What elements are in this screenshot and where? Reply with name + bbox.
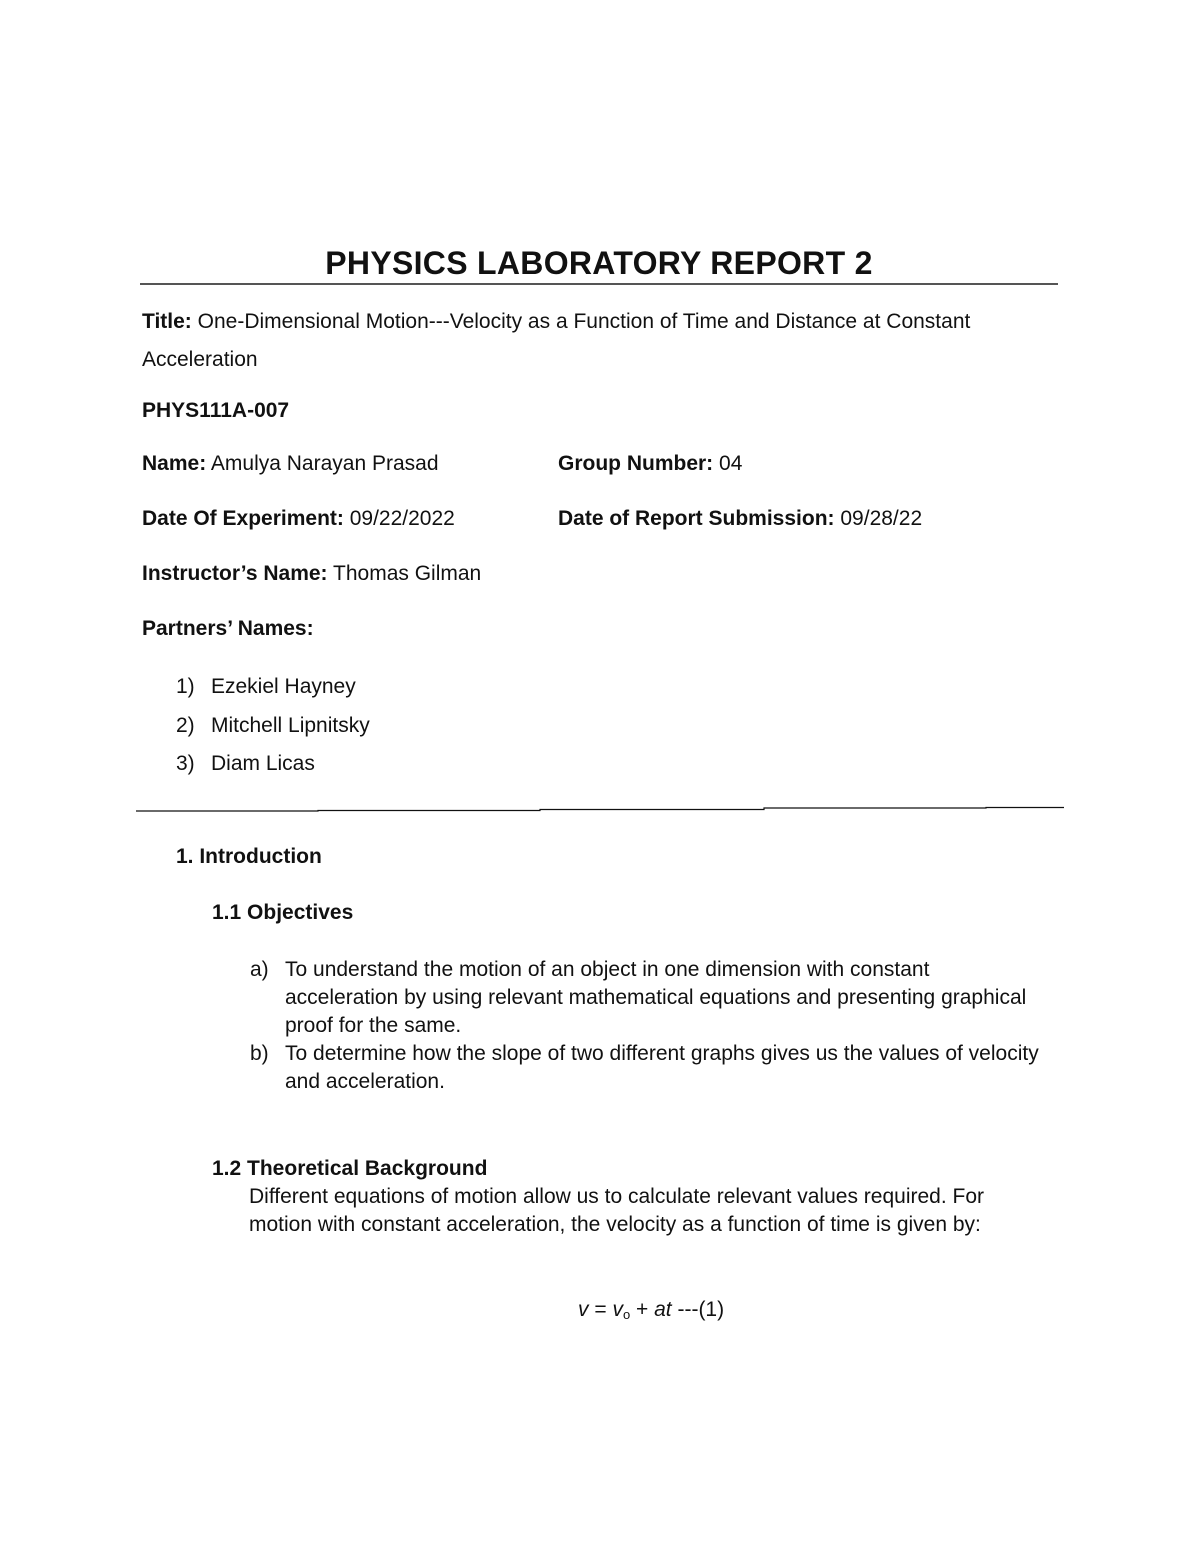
introduction-heading: 1. Introduction xyxy=(176,845,322,868)
eq-equals: = xyxy=(588,1298,613,1321)
background-heading: 1.2 Theoretical Background xyxy=(212,1157,488,1180)
eq-v0-sub: o xyxy=(622,1307,631,1322)
divider-line xyxy=(136,806,1064,812)
experiment-date-field xyxy=(142,505,455,533)
list-item xyxy=(176,668,370,707)
title-label: Title: xyxy=(142,310,192,333)
list-item xyxy=(176,745,370,784)
instructor-value: Thomas Gilman xyxy=(333,562,482,585)
eq-at: at xyxy=(654,1298,672,1321)
group-label: Group Number: xyxy=(558,452,714,475)
list-number: 3) xyxy=(176,752,195,775)
submission-date-label: Date of Report Submission: xyxy=(558,507,835,530)
objective-text: To determine how the slope of two different graphs gives us the values of velocity and acceleration. xyxy=(285,1042,1039,1093)
partners-list xyxy=(176,668,370,784)
partner-name: Diam Licas xyxy=(211,752,315,775)
name-label: Name: xyxy=(142,452,207,475)
title-value: One-Dimensional Motion---Velocity as a Function of Time and Distance at Constant Acceleration xyxy=(142,310,971,371)
course-code xyxy=(142,397,289,425)
partner-name: Ezekiel Hayney xyxy=(211,675,356,698)
title-underline xyxy=(140,283,1058,285)
background-paragraph: Different equations of motion allow us to calculate relevant values required. For motion with constant acceleration, the velocity as a function of time is given by: xyxy=(249,1185,985,1236)
experiment-date-label: Date Of Experiment: xyxy=(142,507,344,530)
list-number: 2) xyxy=(176,713,195,737)
list-item xyxy=(250,1040,1040,1096)
group-value: 04 xyxy=(719,452,743,475)
submission-date-field xyxy=(558,505,922,533)
experiment-date-value: 09/22/2022 xyxy=(349,507,455,530)
instructor-field xyxy=(142,560,481,588)
page-title: PHYSICS LABORATORY REPORT 2 xyxy=(325,245,873,281)
partners-label xyxy=(142,615,314,643)
list-item xyxy=(176,707,370,746)
list-marker: a) xyxy=(250,958,269,981)
equation-1 xyxy=(578,1296,724,1324)
submission-date-value: 09/28/22 xyxy=(840,507,923,530)
partner-name: Mitchell Lipnitsky xyxy=(211,713,370,737)
eq-v0: v xyxy=(612,1298,623,1321)
report-title-field xyxy=(142,303,1042,379)
course-code-text: PHYS111A-007 xyxy=(142,399,290,422)
objective-text: To understand the motion of an object in one dimension with constant acceleration by using relevant mathematical equations and presenting graphical proof for the same. xyxy=(285,958,1027,1037)
name-field xyxy=(142,450,439,478)
list-marker: b) xyxy=(250,1042,269,1065)
partners-label-text: Partners’ Names: xyxy=(142,617,314,640)
list-number: 1) xyxy=(176,675,195,698)
objectives-list xyxy=(250,956,1040,1096)
group-number-field xyxy=(558,450,742,478)
eq-plus: + xyxy=(630,1298,655,1321)
eq-label: ---(1) xyxy=(671,1298,725,1321)
list-item xyxy=(250,956,1040,1040)
name-value: Amulya Narayan Prasad xyxy=(210,452,439,475)
instructor-label: Instructor’s Name: xyxy=(142,562,328,585)
objectives-heading: 1.1 Objectives xyxy=(212,901,354,924)
eq-v: v xyxy=(578,1298,589,1321)
section-divider xyxy=(136,806,1064,812)
